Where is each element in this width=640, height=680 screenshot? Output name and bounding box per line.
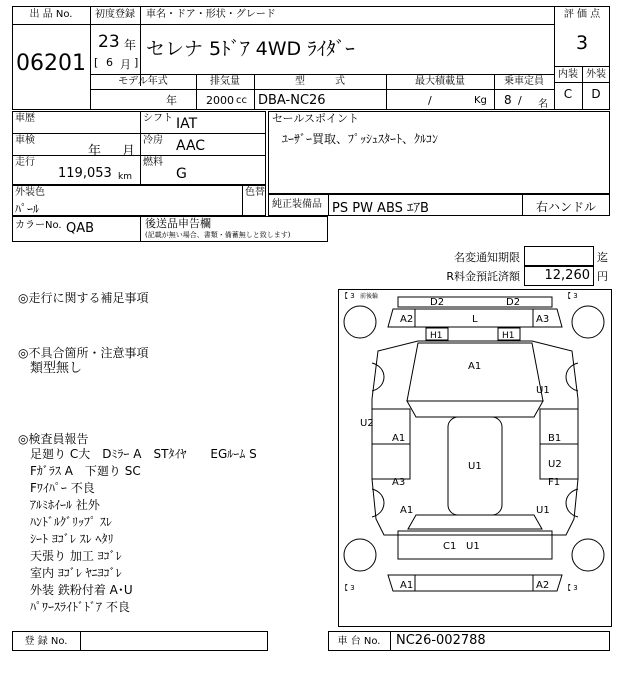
notice-box [524,246,594,266]
equipment-value: PS PW ABS ｴｱB [332,201,429,216]
color-box [12,185,266,216]
hood [407,343,543,401]
inspector-lines [30,447,257,617]
reg-year-unit: 年 [124,38,137,52]
model-code: DBA-NC26 [258,93,326,108]
max-load-unit: Kg [474,95,487,106]
mark-h1-right: H1 [502,331,515,341]
grade-label: 評 価 点 [563,9,601,20]
displacement-label: 排気量 [210,76,240,87]
displacement-unit: cc [236,95,247,106]
reg-year: 23 [98,32,120,52]
color-label: 外装色 [15,187,45,198]
corner-br: 【 3 [564,584,578,592]
lot-number: 06201 [16,51,86,76]
corner-bl: 【 3 [341,584,355,592]
inspector-title: ◎検査員報告 [18,432,89,446]
fuel-label: 燃料 [143,157,163,168]
corner-tl-sub: 前後輪 [360,293,379,300]
steering-value: 右ハンドル [535,200,596,214]
mileage-unit: km [118,172,132,182]
inspector-line: ﾊﾝﾄﾞﾙｸﾞﾘｯﾌﾟ ｽﾚ [30,515,112,529]
color-no-label: カラーNo. [15,220,62,231]
aftermarket-label: 後送品申告欄 [145,217,211,230]
corner-tl: 【 3 [341,292,355,300]
mark-u1-right-front: U1 [536,385,550,396]
sales-points: ﾕｰｻﾞｰ買取、ﾌﾟｯｼｭｽﾀｰﾄ、ｸﾙｺﾝ [282,132,439,146]
shaken-month-unit: 月 [122,144,136,159]
defects-text: 類型無し [30,361,83,376]
shaken-label: 車検 [15,135,35,146]
notice-unit: 迄 [597,251,608,264]
wheel-front-left [344,306,376,338]
inspector-line: ﾊﾟﾜｰｽﾗｲﾄﾞﾄﾞｱ 不良 [30,600,130,614]
model-year-label: モデル年式 [118,76,168,87]
capacity-sep: / [518,94,522,107]
inspector-line: Fﾜｲﾊﾟｰ 不良 [30,481,95,495]
notice-label: 名変通知期限 [454,251,520,264]
mark-a1-left-door: A1 [392,433,406,444]
color-value: ﾊﾟｰﾙ [15,202,40,216]
wheel-rear-left [344,539,376,571]
mark-a2-bumper: A2 [536,580,550,591]
mark-b1-right-door: B1 [548,433,562,444]
mark-u1-right-rear: U1 [536,505,550,516]
mark-a1-bumper: A1 [400,580,414,591]
car-label: 車名・ドア・形状・グレード [146,9,276,20]
ac-value: AAC [176,138,206,154]
first-reg-label: 初度登録 [95,9,135,20]
shaken-year-unit: 年 [88,144,102,159]
mark-a3-left: A3 [392,477,406,488]
driving-title: ◎走行に関する補足事項 [18,291,149,305]
mark-a3-front: A3 [536,314,550,325]
reg-label: 登 録 No. [24,636,68,647]
ac-label: 冷房 [143,135,163,146]
wheel-front-right [572,306,604,338]
shift-value: IAT [176,116,198,132]
reg-month: 6 [106,56,113,69]
displacement-value: 2000 [206,94,234,107]
mileage-label: 走行 [15,157,35,168]
model-label: 型 式 [295,76,345,87]
aftermarket-note: (記載が無い場合、書類・備蓄無しと致します) [145,231,291,239]
inspector-line: 天張り 加工 ﾖｺﾞﾚ [30,549,122,563]
exterior-grade: D [591,87,601,101]
mark-u1-rear: U1 [466,541,480,552]
mark-a1-left-rear: A1 [400,505,414,516]
diagram-frame [339,290,612,627]
mark-u1-roof: U1 [468,461,482,472]
recycle-label: R料金預託済額 [446,270,520,283]
sales-label: セールスポイント [272,112,360,125]
history-label: 車歴 [15,113,35,124]
rear-glass [408,515,542,529]
interior-grade: C [563,87,573,101]
inspector-line: ｼｰﾄ ﾖｺﾞﾚ ｽﾚ ﾍﾀﾘ [30,532,114,546]
mark-a2-front: A2 [400,314,414,325]
mark-d2-right: D2 [506,297,521,308]
lot-label: 出 品 No. [29,9,73,20]
inspector-line: 外装 鉄粉付着 A･U [30,583,133,597]
front-bumper-top [398,297,552,307]
capacity-label: 乗車定員 [504,76,544,87]
inspector-line: ｱﾙﾐﾎｲｰﾙ 社外 [30,498,100,512]
car-damage-diagram [338,289,612,627]
mileage-value: 119,053 [58,166,112,181]
mark-a1-hood: A1 [468,361,482,372]
mark-d2-left: D2 [430,297,445,308]
defects-title: ◎不具合箇所・注意事項 [18,346,149,360]
capacity-value: 8 [504,93,512,107]
recycle-unit: 円 [597,270,608,283]
recycle-amount: 12,260 [544,268,590,283]
mark-l-front: L [472,314,478,325]
chassis-label: 車 台 No. [337,636,381,647]
inspector-line: Fｶﾞﾗｽ A 下廻り SC [30,464,141,478]
mark-u2-left: U2 [360,418,374,429]
windshield [407,401,543,417]
inspector-line: 室内 ﾖｺﾞﾚ ﾔﾆﾖｺﾞﾚ [30,566,122,580]
equipment-label: 純正装備品 [272,199,322,210]
mark-u2-right: U2 [548,459,562,470]
color-no-value: QAB [66,221,95,236]
max-load-label: 最大積載量 [415,76,465,87]
reg-month-unit: 月 [120,58,131,71]
interior-label: 内装 [558,69,578,80]
grade-score: 3 [575,32,589,54]
fuel-value: G [176,166,187,182]
exterior-label: 外装 [586,69,606,80]
chassis-no: NC26-002788 [396,633,486,648]
mark-c1-rear: C1 [443,541,457,552]
corner-tr: 【 3 [564,292,578,300]
mark-f1-right: F1 [548,477,561,488]
capacity-unit: 名 [538,99,548,110]
inspector-line: 足廻り C大 Dﾐﾗｰ A STﾀｲﾔ EGﾙｰﾑ S [30,447,257,461]
shift-label: シフト [143,113,173,124]
color-change-label: 色替 [245,187,265,198]
mark-h1-left: H1 [430,331,443,341]
details-left-block [12,111,266,185]
car-name: セレナ 5ﾄﾞｱ 4WD ﾗｲﾀﾞｰ [146,38,355,60]
model-year-unit: 年 [166,94,177,107]
max-load-sep: / [428,94,432,107]
wheel-rear-right [572,539,604,571]
